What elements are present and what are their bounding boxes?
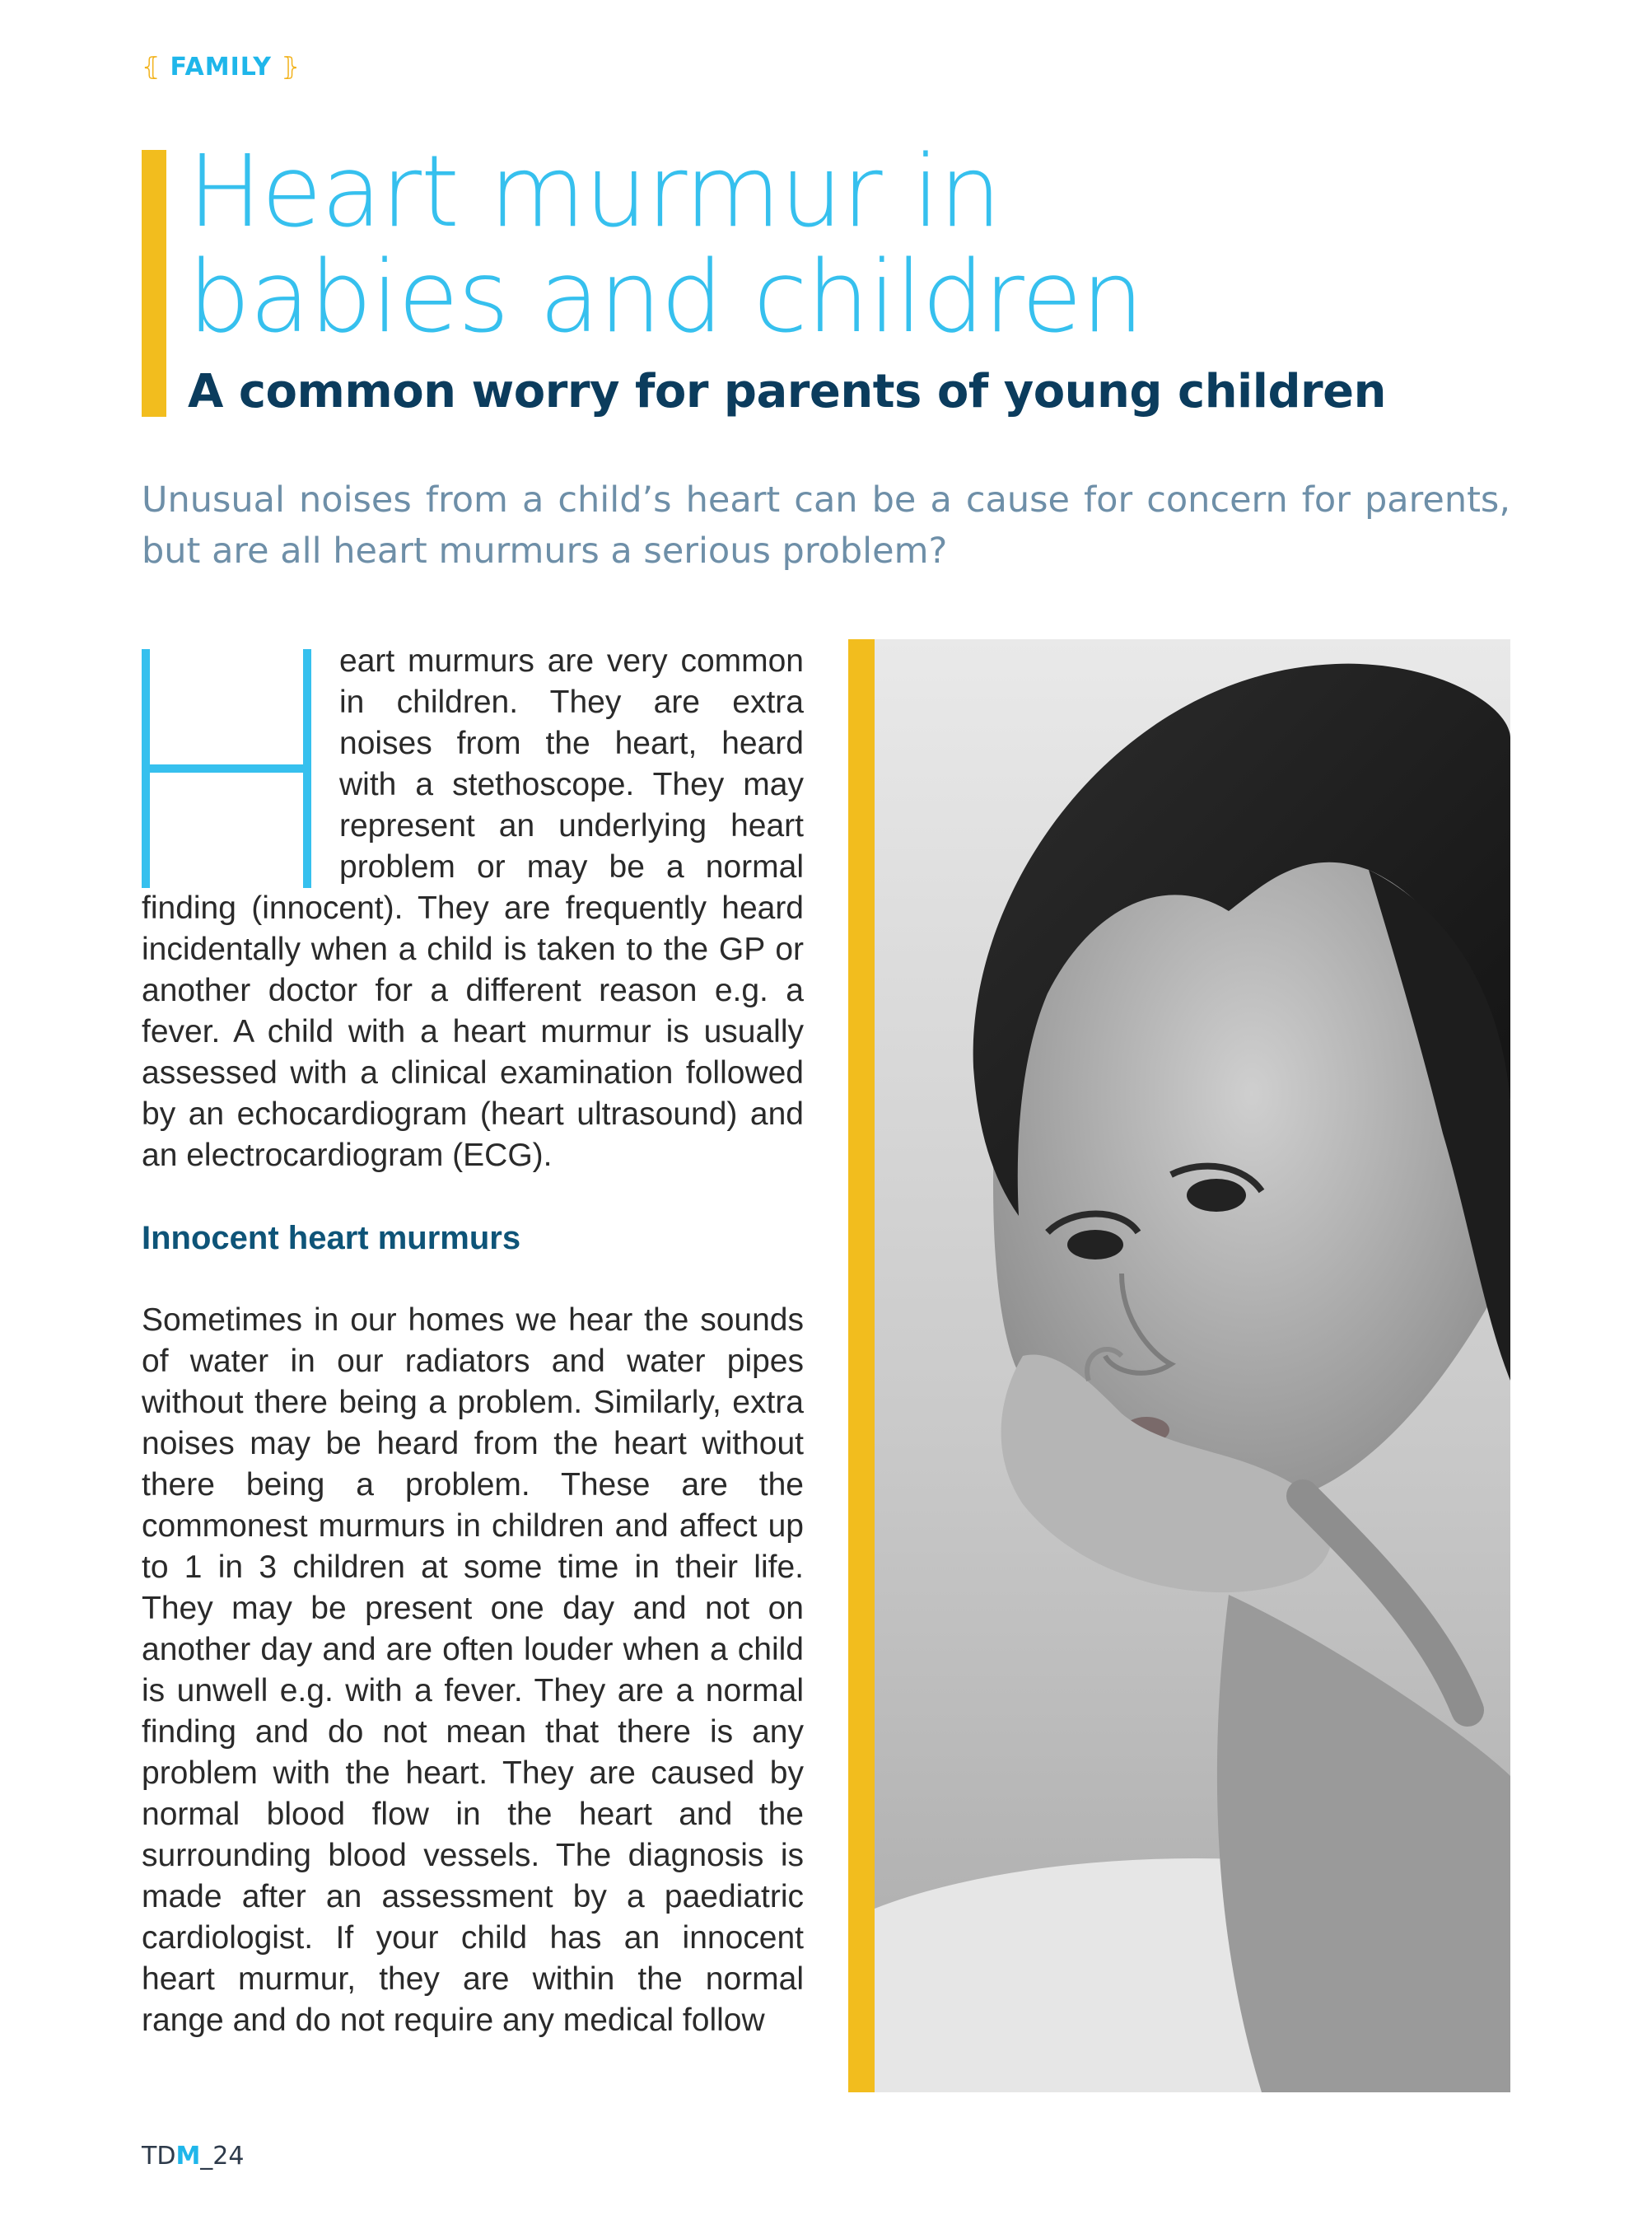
title-accent-bar: [142, 150, 166, 417]
section-tag: [142, 53, 300, 82]
photo-accent-bar: [848, 639, 875, 2092]
child-photo: [875, 639, 1510, 2092]
page-title-line-2: babies and children: [188, 241, 1144, 355]
dropcap-letter: [142, 649, 313, 888]
article-paragraph-2: Sometimes in our homes we hear the sounds of water in our radiators and water pipes without there being a problem. Similarly, extra noises may be heard from the heart without there being a problem. These are the commonest murmurs in children and affect up to 1 in 3 children at some time in their life. They may be present one day and not on another day and are often louder when a child is unwell e.g. with a fever. They are a normal finding and do not mean that there is any problem with the heart. They are caused by normal blood flow in the heart and the surrounding blood vessels. The diagnosis is made after an assessment by a paediatric cardiologist. If your child has an innocent heart murmur, they are within the normal range and do not require any medical follow: [142, 1302, 804, 2038]
laurel-left-icon: ⦃: [142, 53, 161, 82]
page-footer: [142, 2142, 244, 2171]
page-title-line-1: Heart murmur in: [188, 135, 1001, 250]
section-label: FAMILY: [170, 53, 272, 82]
laurel-right-icon: ⦄: [281, 53, 301, 82]
standfirst: Unusual noises from a child’s heart can be a cause for concern for parents, but are all heart murmurs a serious problem?: [142, 479, 1510, 572]
page-subtitle: A common worry for parents of young children: [188, 365, 1386, 418]
article-paragraph-1: eart murmurs are very common in children. They are extra noises from the heart, heard with a stethoscope. They may represent an underlying heart problem or may be a normal finding (innocent). They are frequently heard incidentally when a child is taken to the GP or another doctor for a different reason e.g. a fever. A child with a heart murmur is usually assessed with a clinical examination followed by an echocardiogram (heart ultrasound) and an electrocardiogram (ECG).: [142, 643, 804, 1173]
footer-highlight: M: [175, 2142, 201, 2171]
article-column: [142, 641, 804, 2041]
footer-prefix: TD: [142, 2142, 176, 2171]
dropcap-h-icon: [142, 649, 313, 888]
child-portrait-illustration: [875, 639, 1510, 2092]
footer-page-number: _24: [200, 2142, 245, 2171]
page-title: [188, 135, 1144, 355]
article-heading: Innocent heart murmurs: [142, 1220, 521, 1256]
